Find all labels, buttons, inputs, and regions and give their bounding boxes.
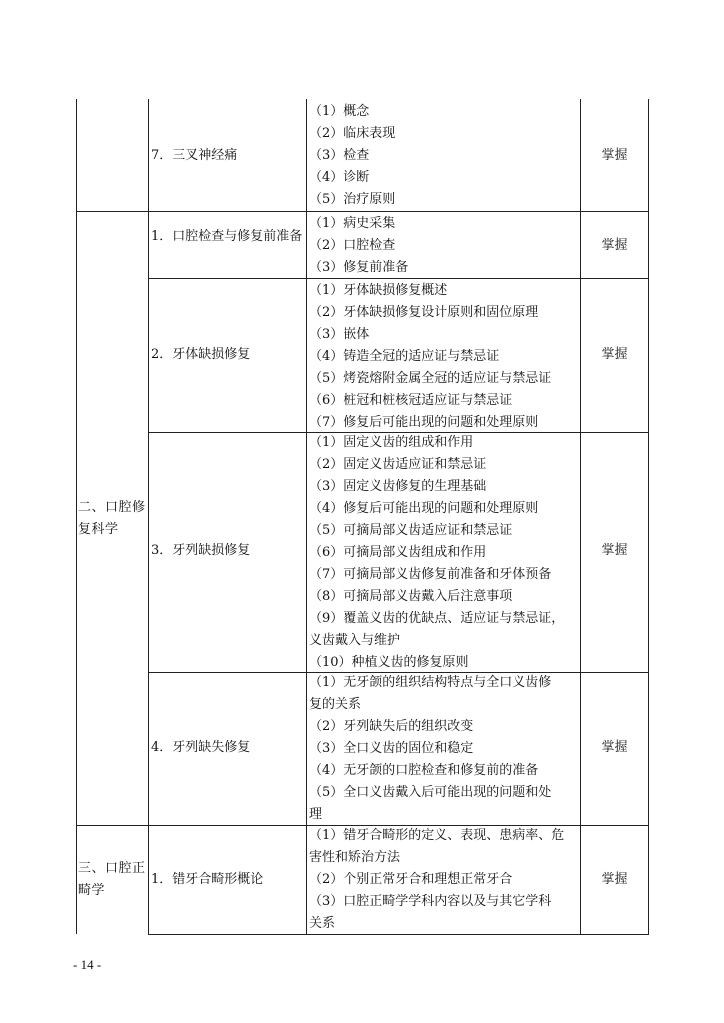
level-cell: 掌握: [601, 872, 628, 887]
point-item: （1）病史采集: [309, 216, 396, 231]
point-item: （1）牙体缺损修复概述: [309, 283, 448, 298]
table-border-col4: [580, 99, 581, 934]
point-item: 理: [309, 807, 323, 822]
point-item: 害性和矫治方法: [309, 850, 401, 865]
point-item: （3）全口义齿的固位和稳定: [309, 741, 474, 756]
level-cell: 掌握: [601, 148, 628, 163]
point-item: （9）覆盖义齿的优缺点、适应证与禁忌证，: [309, 611, 565, 626]
level-cell: 掌握: [601, 238, 628, 253]
point-item: （5）可摘局部义齿适应证和禁忌证: [309, 523, 513, 538]
point-item: （7）可摘局部义齿修复前准备和牙体预备: [309, 567, 552, 582]
point-item: 义齿戴入与维护: [309, 633, 401, 648]
point-item: （4）铸造全冠的适应证与禁忌证: [309, 349, 500, 364]
points-cell: [309, 213, 579, 279]
point-item: （3）嵌体: [309, 327, 370, 342]
subject-cell: 二、口腔修复科学: [78, 500, 146, 537]
point-item: （3）口腔正畸学学科内容以及与其它学科: [309, 894, 552, 909]
point-item: （3）固定义齿修复的生理基础: [309, 479, 487, 494]
level-cell: 掌握: [601, 740, 628, 755]
level-cell: 掌握: [601, 543, 628, 558]
point-item: （1）无牙颌的组织结构特点与全口义齿修: [309, 675, 552, 690]
row-divider-1: [76, 211, 649, 212]
point-item: （1）固定义齿的组成和作用: [309, 435, 474, 450]
table-border-col3: [306, 99, 307, 934]
point-item: （10）种植义齿的修复原则: [309, 655, 469, 670]
point-item: （2）临床表现: [309, 126, 396, 141]
subject-cell: 三、口腔正畸学: [78, 861, 146, 898]
points-cell: [309, 280, 579, 434]
page-number: - 14 -: [73, 957, 102, 972]
unit-cell: 1．口腔检查与修复前准备: [151, 229, 303, 244]
points-cell: [309, 432, 579, 674]
unit-cell: 2．牙体缺损修复: [151, 347, 251, 362]
point-item: （5）烤瓷熔附金属全冠的适应证与禁忌证: [309, 371, 552, 386]
point-item: （2）个别正常牙合和理想正常牙合: [309, 872, 513, 887]
table-border-right: [648, 99, 649, 934]
point-item: （2）牙列缺失后的组织改变: [309, 719, 474, 734]
unit-cell: 1．错牙合畸形概论: [151, 872, 264, 887]
point-item: （6）可摘局部义齿组成和作用: [309, 545, 487, 560]
table-border-col2: [148, 99, 149, 934]
point-item: （4）修复后可能出现的问题和处理原则: [309, 501, 539, 516]
point-item: （6）桩冠和桩核冠适应证与禁忌证: [309, 393, 513, 408]
point-item: （2）口腔检查: [309, 238, 396, 253]
point-item: （7）修复后可能出现的问题和处理原则: [309, 415, 539, 430]
point-item: 复的关系: [309, 697, 362, 712]
point-item: （1）错牙合畸形的定义、表现、患病率、危: [309, 828, 565, 843]
point-item: （4）无牙颌的口腔检查和修复前的准备: [309, 763, 539, 778]
point-item: （8）可摘局部义齿戴入后注意事项: [309, 589, 513, 604]
points-cell: [309, 825, 579, 935]
point-item: （5）全口义齿戴入后可能出现的问题和处: [309, 785, 552, 800]
point-item: （3）检查: [309, 148, 370, 163]
point-item: （2）固定义齿适应证和禁忌证: [309, 457, 487, 472]
unit-cell: 4．牙列缺失修复: [151, 740, 251, 755]
points-cell: [309, 672, 579, 826]
level-cell: 掌握: [601, 347, 628, 362]
point-item: 关系: [309, 916, 336, 931]
point-item: （4）诊断: [309, 170, 370, 185]
point-item: （5）治疗原则: [309, 192, 396, 207]
point-item: （2）牙体缺损修复设计原则和固位原理: [309, 305, 539, 320]
unit-cell: 7．三叉神经痛: [151, 148, 238, 163]
unit-cell: 3．牙列缺损修复: [151, 543, 251, 558]
points-cell: [309, 101, 579, 211]
point-item: （3）修复前准备: [309, 260, 409, 275]
table-border-left: [76, 99, 77, 934]
point-item: （1）概念: [309, 104, 370, 119]
